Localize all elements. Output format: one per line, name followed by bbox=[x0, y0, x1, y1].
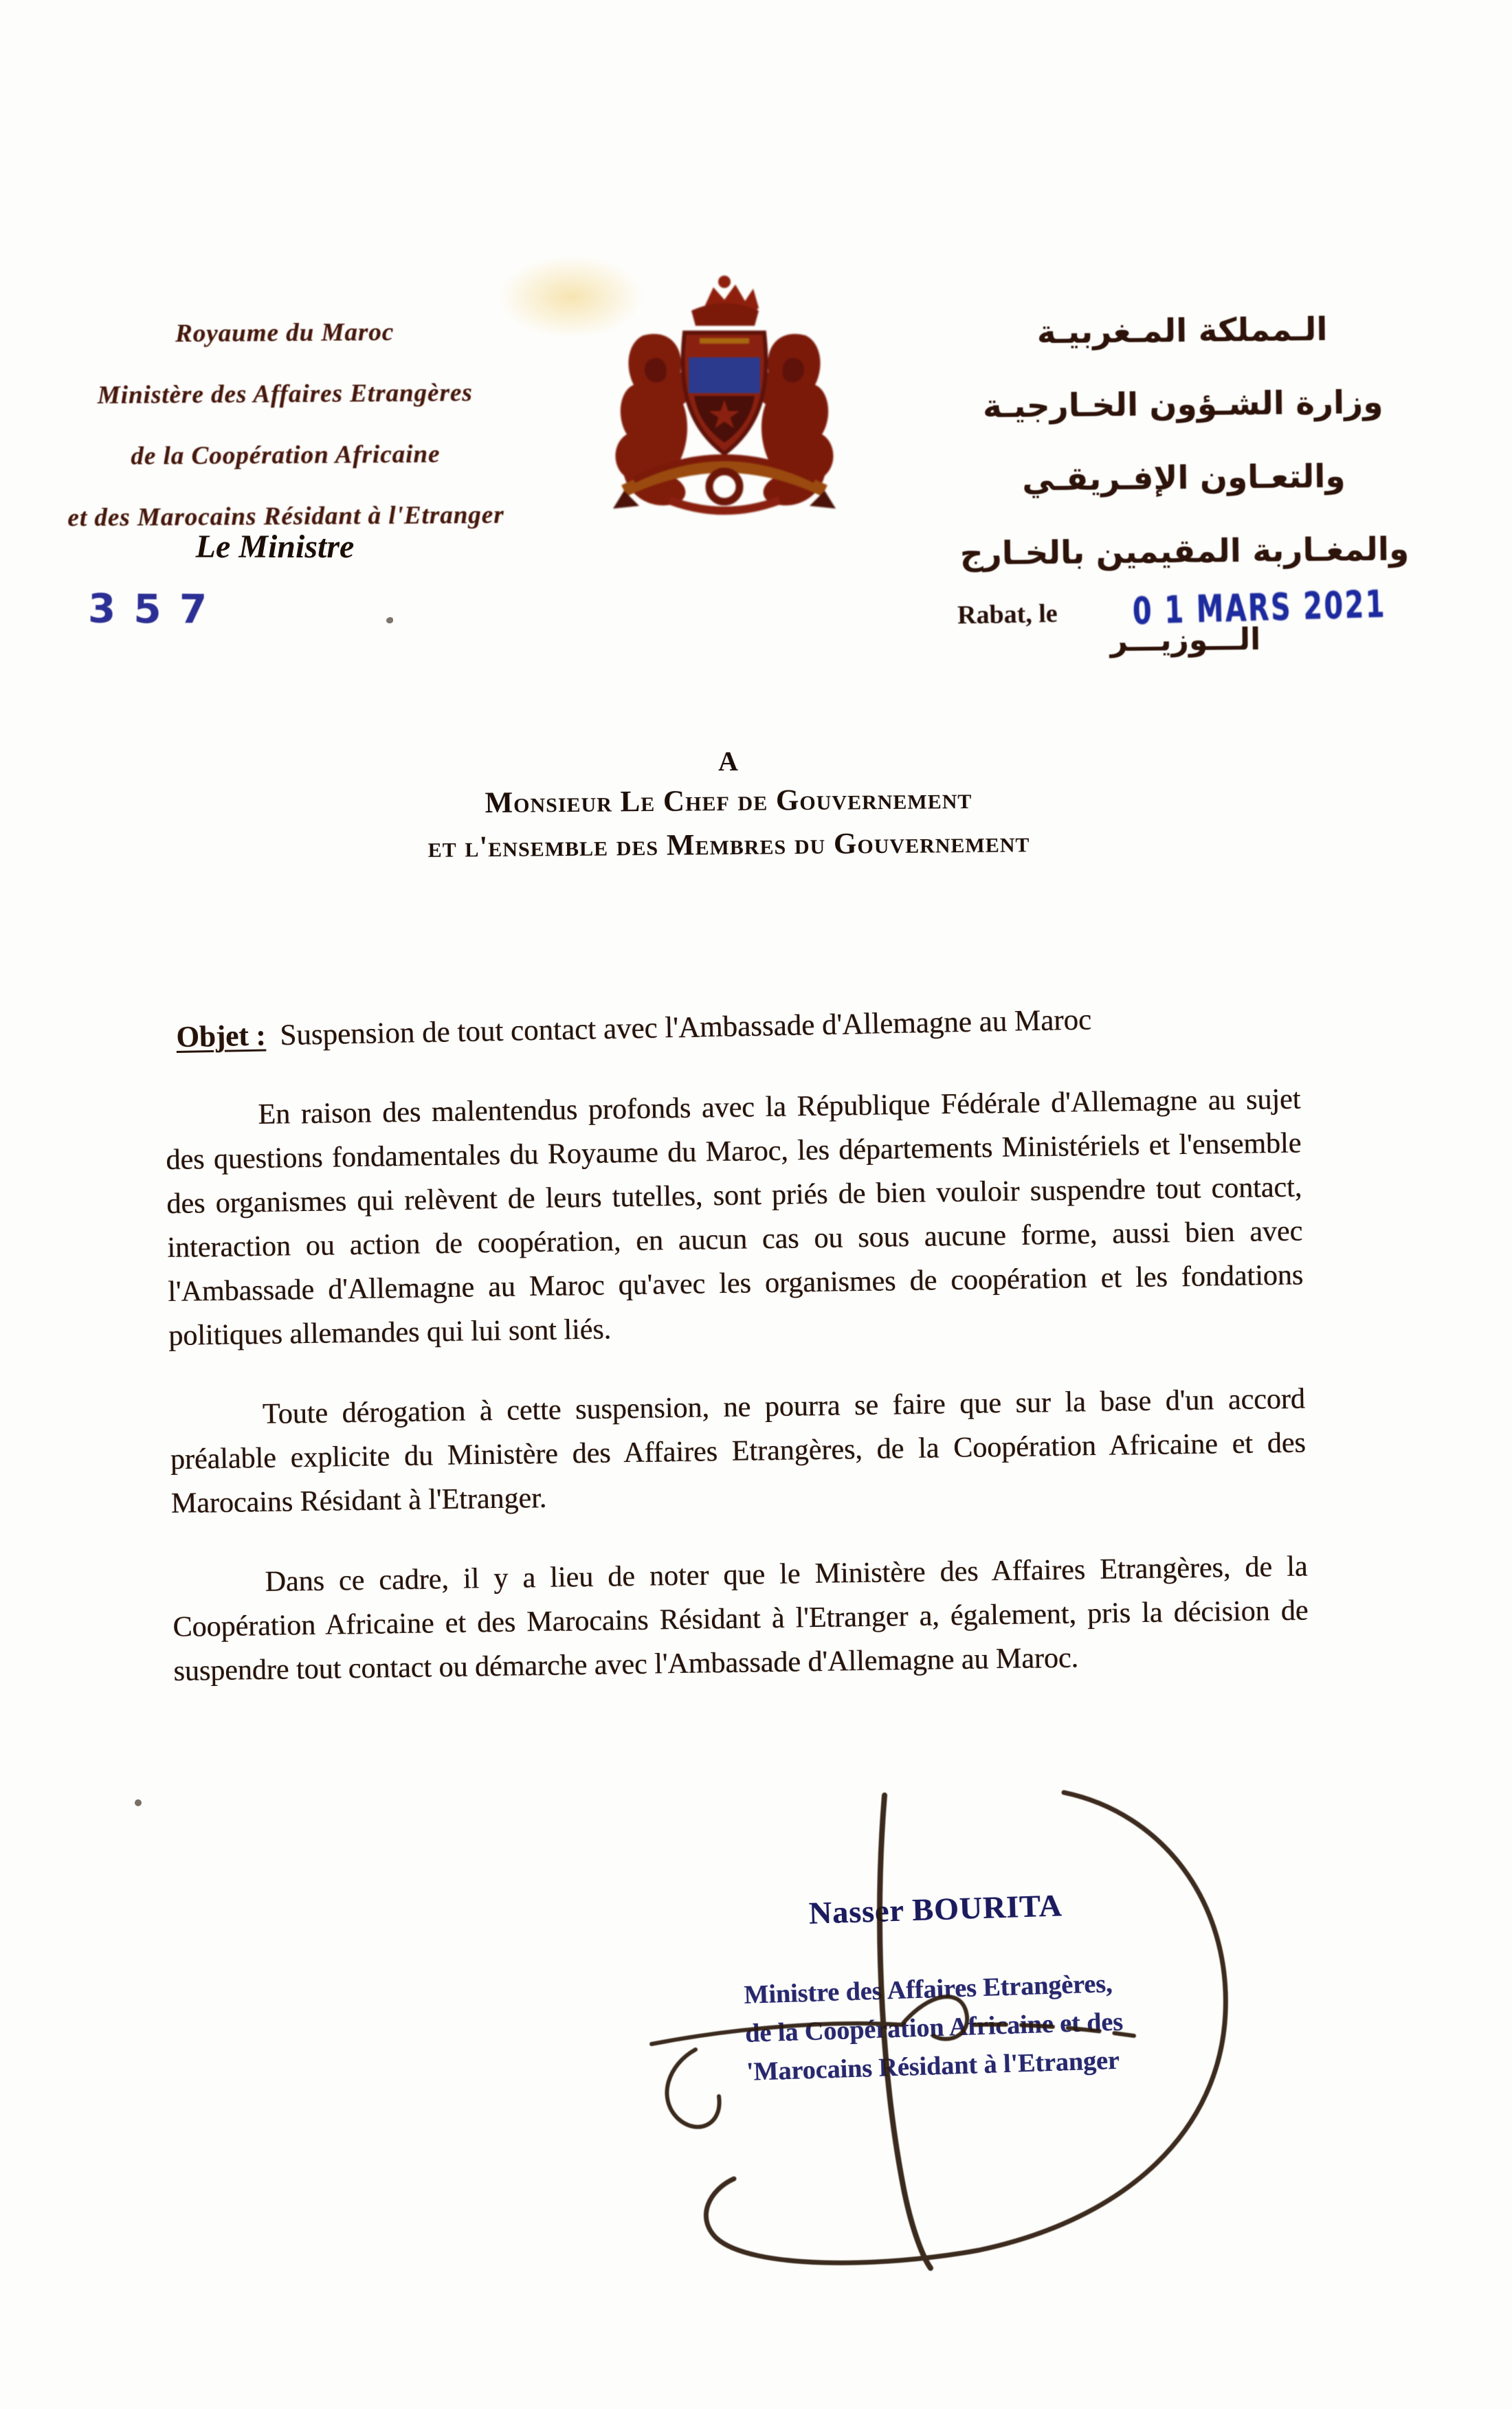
signatory-title bbox=[744, 1959, 1283, 2091]
date-stamp: 0 1 MARS 2021 bbox=[1132, 581, 1387, 633]
signatory-name: Nasser BOURITA bbox=[808, 1887, 1063, 1931]
ink-dot bbox=[386, 617, 393, 623]
recipient-line: et l'ensemble des Membres du Gouvernement bbox=[427, 826, 1030, 864]
signature-block bbox=[741, 1880, 1283, 2091]
subject-label: Objet : bbox=[176, 1019, 267, 1054]
body-paragraph-1: En raison des malentendus profonds avec la République Fédérale d'Allemagne au sujet des questions fondamentales du Royaume du Maroc, les départements Ministériels et l'ensemble des organismes qui relèvent de leurs tutelles, sont priés de bien vouloir suspendre tout contact, interaction ou action de coopération, en aucun cas ou sous aucune forme, aussi bien avec l'Ambassade d'Allemagne au Maroc qu'avec les organismes de coopération et les fondations politiques allemandes qui lui sont liés. bbox=[166, 1083, 1304, 1352]
signatory-title-line: de la Coopération Africaine et des bbox=[744, 2007, 1124, 2048]
signatory-title-line: Ministre des Affaires Etrangères, bbox=[743, 1969, 1113, 2010]
subject-text: Suspension de tout contact avec l'Ambassade d'Allemagne au Maroc bbox=[279, 1003, 1092, 1052]
letterhead-ar-line: الـمملكة المـغربيـة bbox=[1036, 310, 1328, 352]
minister-title-french: Le Ministre bbox=[195, 529, 355, 565]
body-paragraph-2: Toute dérogation à cette suspension, ne pourra se faire que sur la base d'un accord préalable explicite du Ministère des Affaires Etrangères, de la Coopération Africaine et des Marocains Résidant à l'Etranger. bbox=[170, 1383, 1307, 1520]
letterhead-french bbox=[6, 300, 564, 549]
reference-number: 357 bbox=[87, 585, 225, 633]
place-date-label: Rabat, le bbox=[957, 599, 1058, 630]
letterhead-ar-line: والتعـاون الإفـريقـي bbox=[1021, 457, 1346, 499]
recipient-block bbox=[226, 740, 1231, 872]
signatory-title-line: 'Marocains Résidant à l'Etranger bbox=[746, 2045, 1120, 2087]
ink-dot bbox=[135, 1799, 142, 1806]
recipient-salutation: A bbox=[718, 745, 739, 777]
moroccan-coat-of-arms-icon bbox=[603, 269, 845, 532]
letterhead-fr-line: Ministère des Affaires Etrangères bbox=[97, 379, 473, 410]
minister-title-arabic: الـــوزيـــر bbox=[1110, 621, 1261, 659]
body-paragraph-3: Dans ce cadre, il y a lieu de noter que le Ministère des Affaires Etrangères, de la Coopération Africaine et des Marocains Résidant à l'Etranger a, également, pris la décision de suspendre tout contact ou démarche avec l'Ambassade d'Allemagne au Maroc. bbox=[173, 1551, 1309, 1687]
letterhead-ar-line: والمغـاربة المقيمين بالخـارج bbox=[959, 530, 1410, 573]
letterhead-ar-line: وزارة الشـؤون الخـارجيـة bbox=[982, 383, 1383, 426]
subject-line bbox=[176, 998, 1359, 1054]
letter-body bbox=[165, 1077, 1310, 1729]
recipient-line: Monsieur Le Chef de Gouvernement bbox=[485, 782, 972, 820]
letterhead-fr-line: Royaume du Maroc bbox=[175, 318, 394, 348]
letterhead-fr-line: de la Coopération Africaine bbox=[131, 440, 441, 471]
letterhead-fr-line: et des Marocains Résidant à l'Etranger bbox=[67, 500, 504, 533]
